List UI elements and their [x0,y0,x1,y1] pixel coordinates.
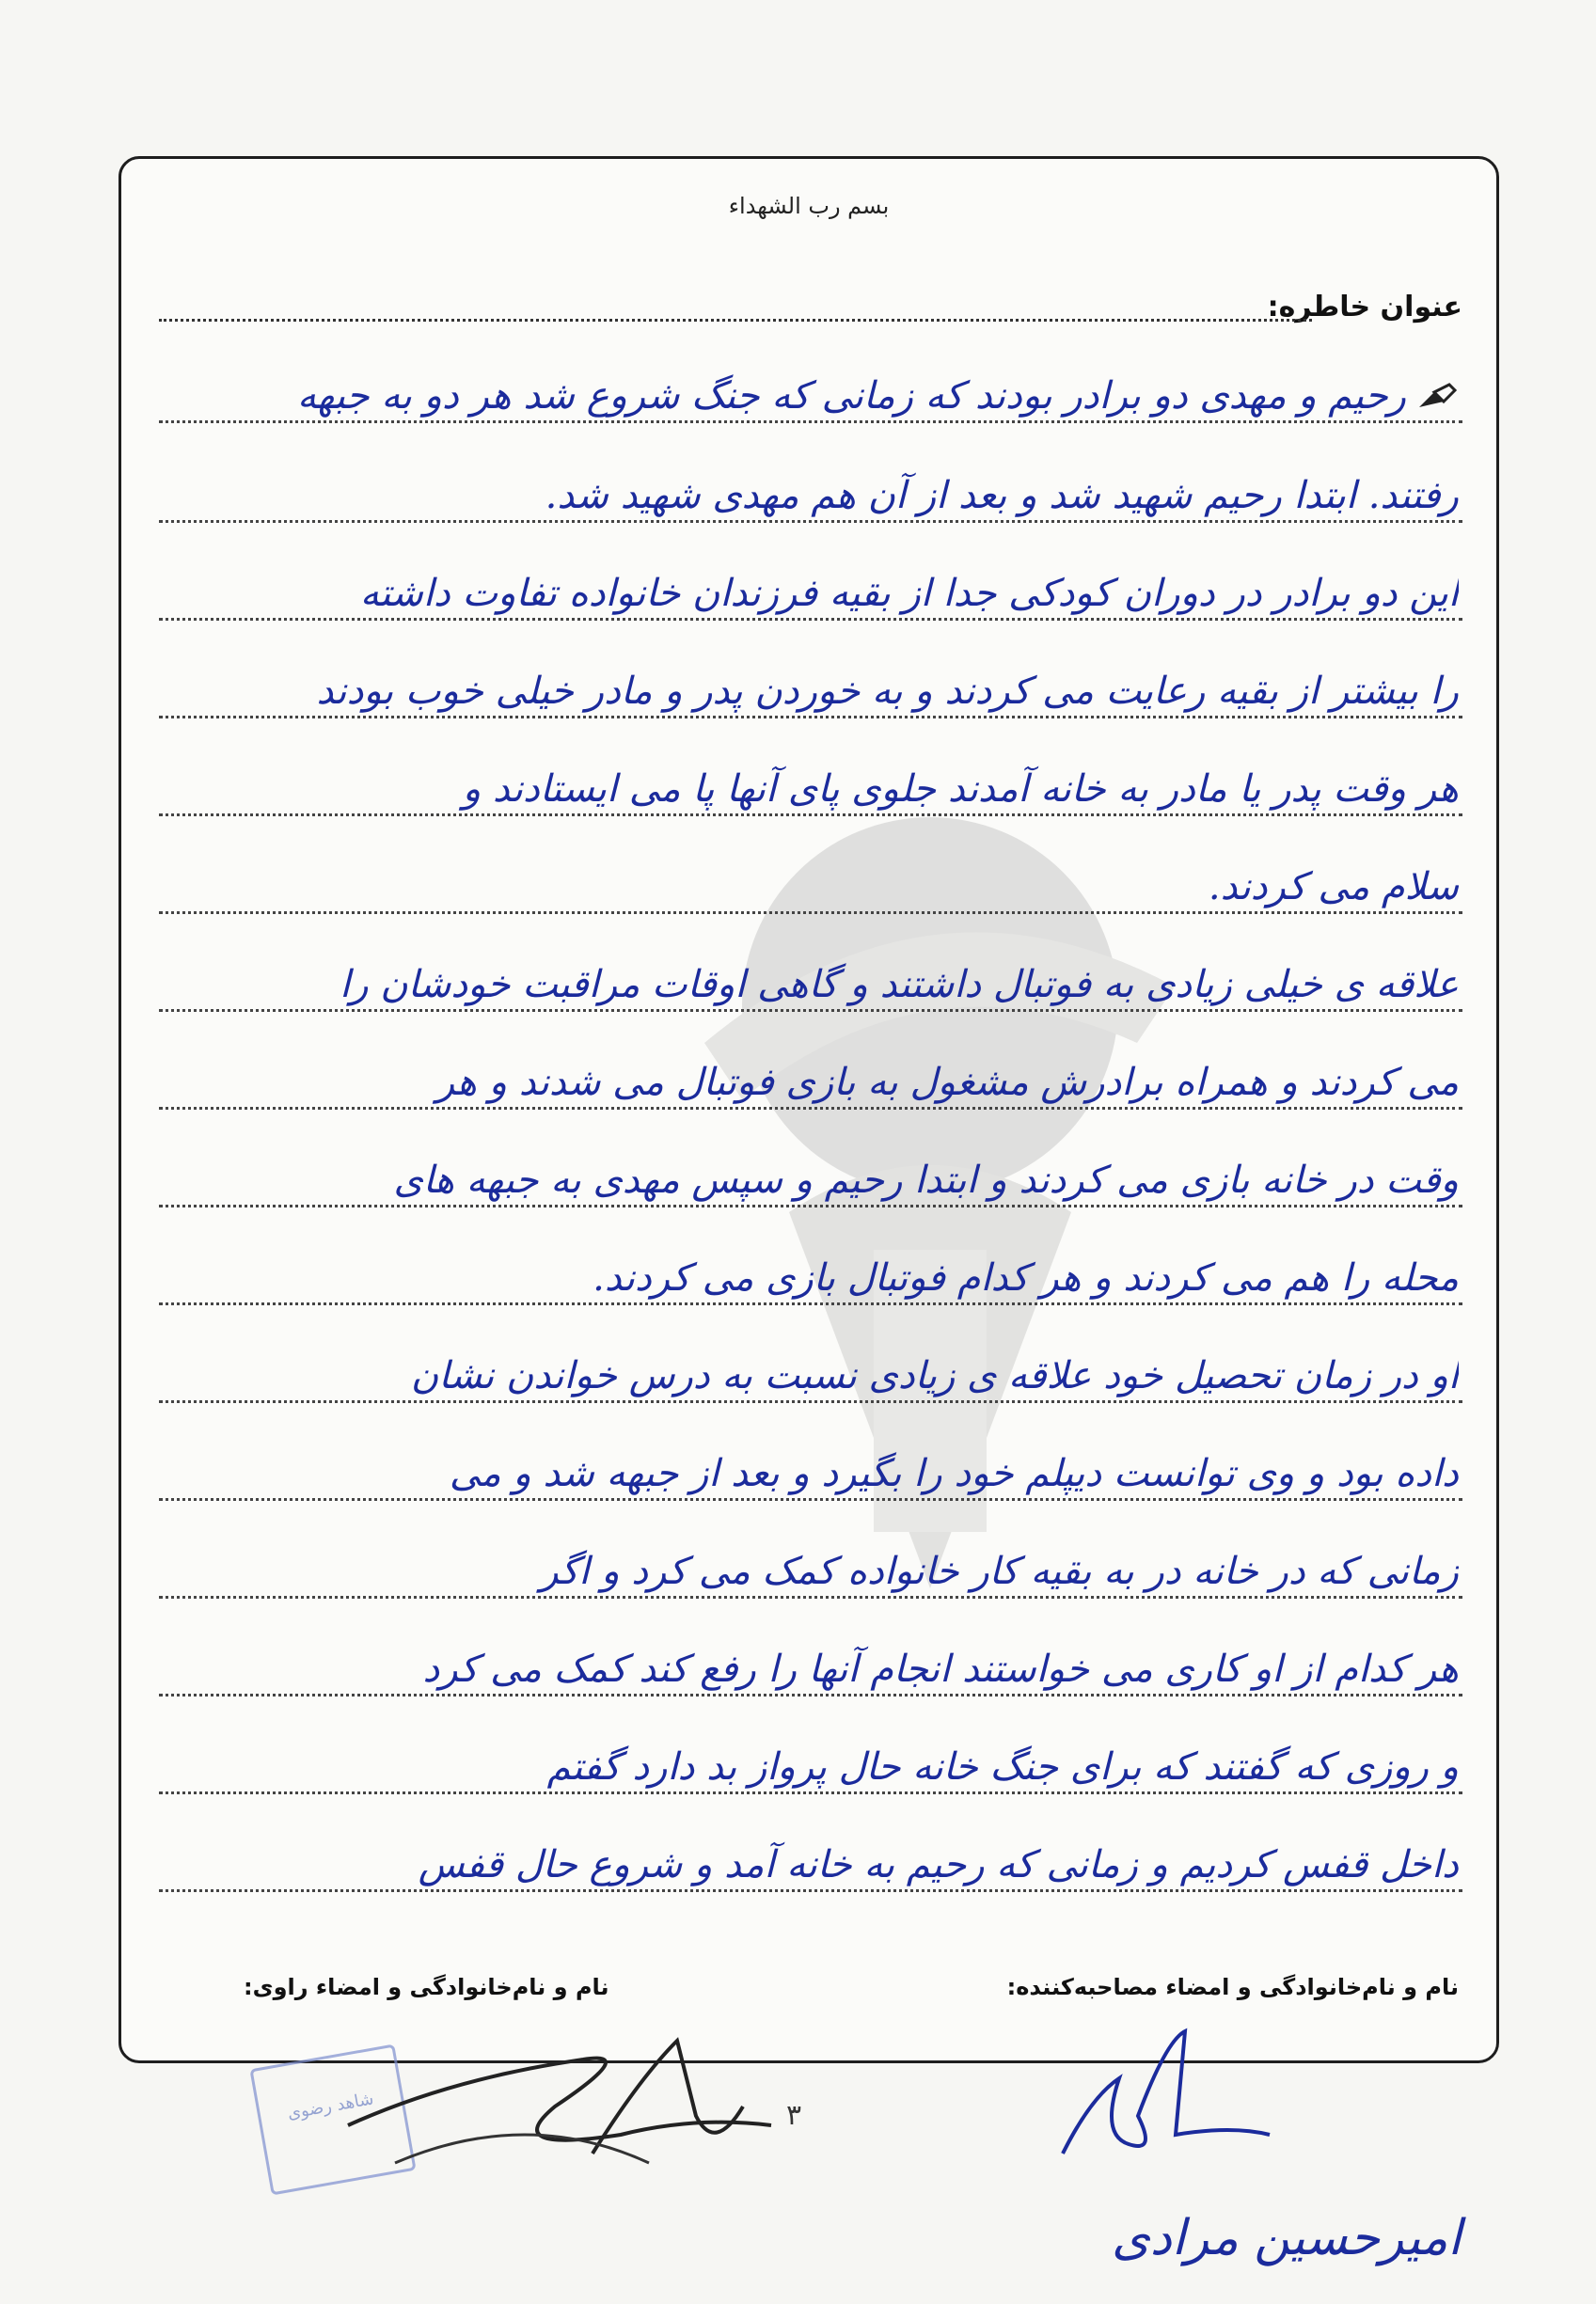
memoir-line: رفتند. ابتدا رحیم شهید شد و بعد از آن هم مهدی شهید شد. [545,474,1459,517]
memoir-title-field [159,319,1312,322]
memoir-line: این دو برادر در دوران کودکی جدا از بقیه فرزندان خانواده تفاوت داشته [359,572,1459,615]
pen-icon [1415,383,1459,411]
narrator-signature [339,2022,781,2182]
page-number: ۳ [786,2099,802,2132]
stamp-text: شاهد رضوی [286,2089,375,2124]
memoir-line: سلام می کردند. [1208,865,1459,908]
memoir-line: را بیشتر از بقیه رعایت می کردند و به خوردن پدر و مادر خیلی خوب بودند [316,670,1459,713]
interviewer-signature [1044,2022,1279,2172]
memoir-line: داخل قفس کردیم و زمانی که رحیم به خانه آمد و شروع حال قفس [418,1843,1459,1886]
memoir-line: وقت در خانه بازی می کردند و ابتدا رحیم و سپس مهدی به جبهه های [393,1159,1459,1202]
memoir-title-label: عنوان خاطره: [1267,291,1462,324]
memoir-line: هر وقت پدر یا مادر به خانه آمدند جلوی پای آنها پا می ایستادند و [462,767,1459,811]
memoir-line: زمانی که در خانه در به بقیه کار خانواده کمک می کرد و اگر [540,1550,1459,1593]
memoir-line: او در زمان تحصیل خود علاقه ی زیادی نسبت به درس خواندن نشان [410,1354,1459,1397]
memoir-line: داده بود و وی توانست دیپلم خود را بگیرد و بعد از جبهه شد و می [449,1452,1459,1495]
memoir-line: می کردند و همراه برادرش مشغول به بازی فوتبال می شدند و هر [435,1061,1459,1104]
form-frame [119,156,1499,2063]
memoir-line: رحیم و مهدی دو برادر بودند که زمانی که جنگ شروع شد هر دو به جبهه [296,374,1406,418]
signer-name: امیرحسین مرادی [1112,2210,1462,2266]
memoir-line: علاقه ی خیلی زیادی به فوتبال داشتند و گاهی اوقات مراقبت خودشان را [340,963,1459,1006]
memoir-line: محله را هم می کردند و هر کدام فوتبال بازی می کردند. [593,1256,1459,1300]
memoir-line: و روزی که گفتند که برای جنگ خانه حال پرواز بد دارد گفتم [546,1745,1459,1789]
interviewer-signature-label: نام و نام‌خانوادگی و امضاء مصاحبه‌کننده: [1006,1974,1459,2000]
page-header-title: بسم رب الشهداء [728,193,890,219]
narrator-signature-label: نام و نام‌خانوادگی و امضاء راوی: [244,1974,609,2000]
memoir-line: هر کدام از او کاری می خواستند انجام آنها را رفع کند کمک می کرد [422,1648,1459,1691]
